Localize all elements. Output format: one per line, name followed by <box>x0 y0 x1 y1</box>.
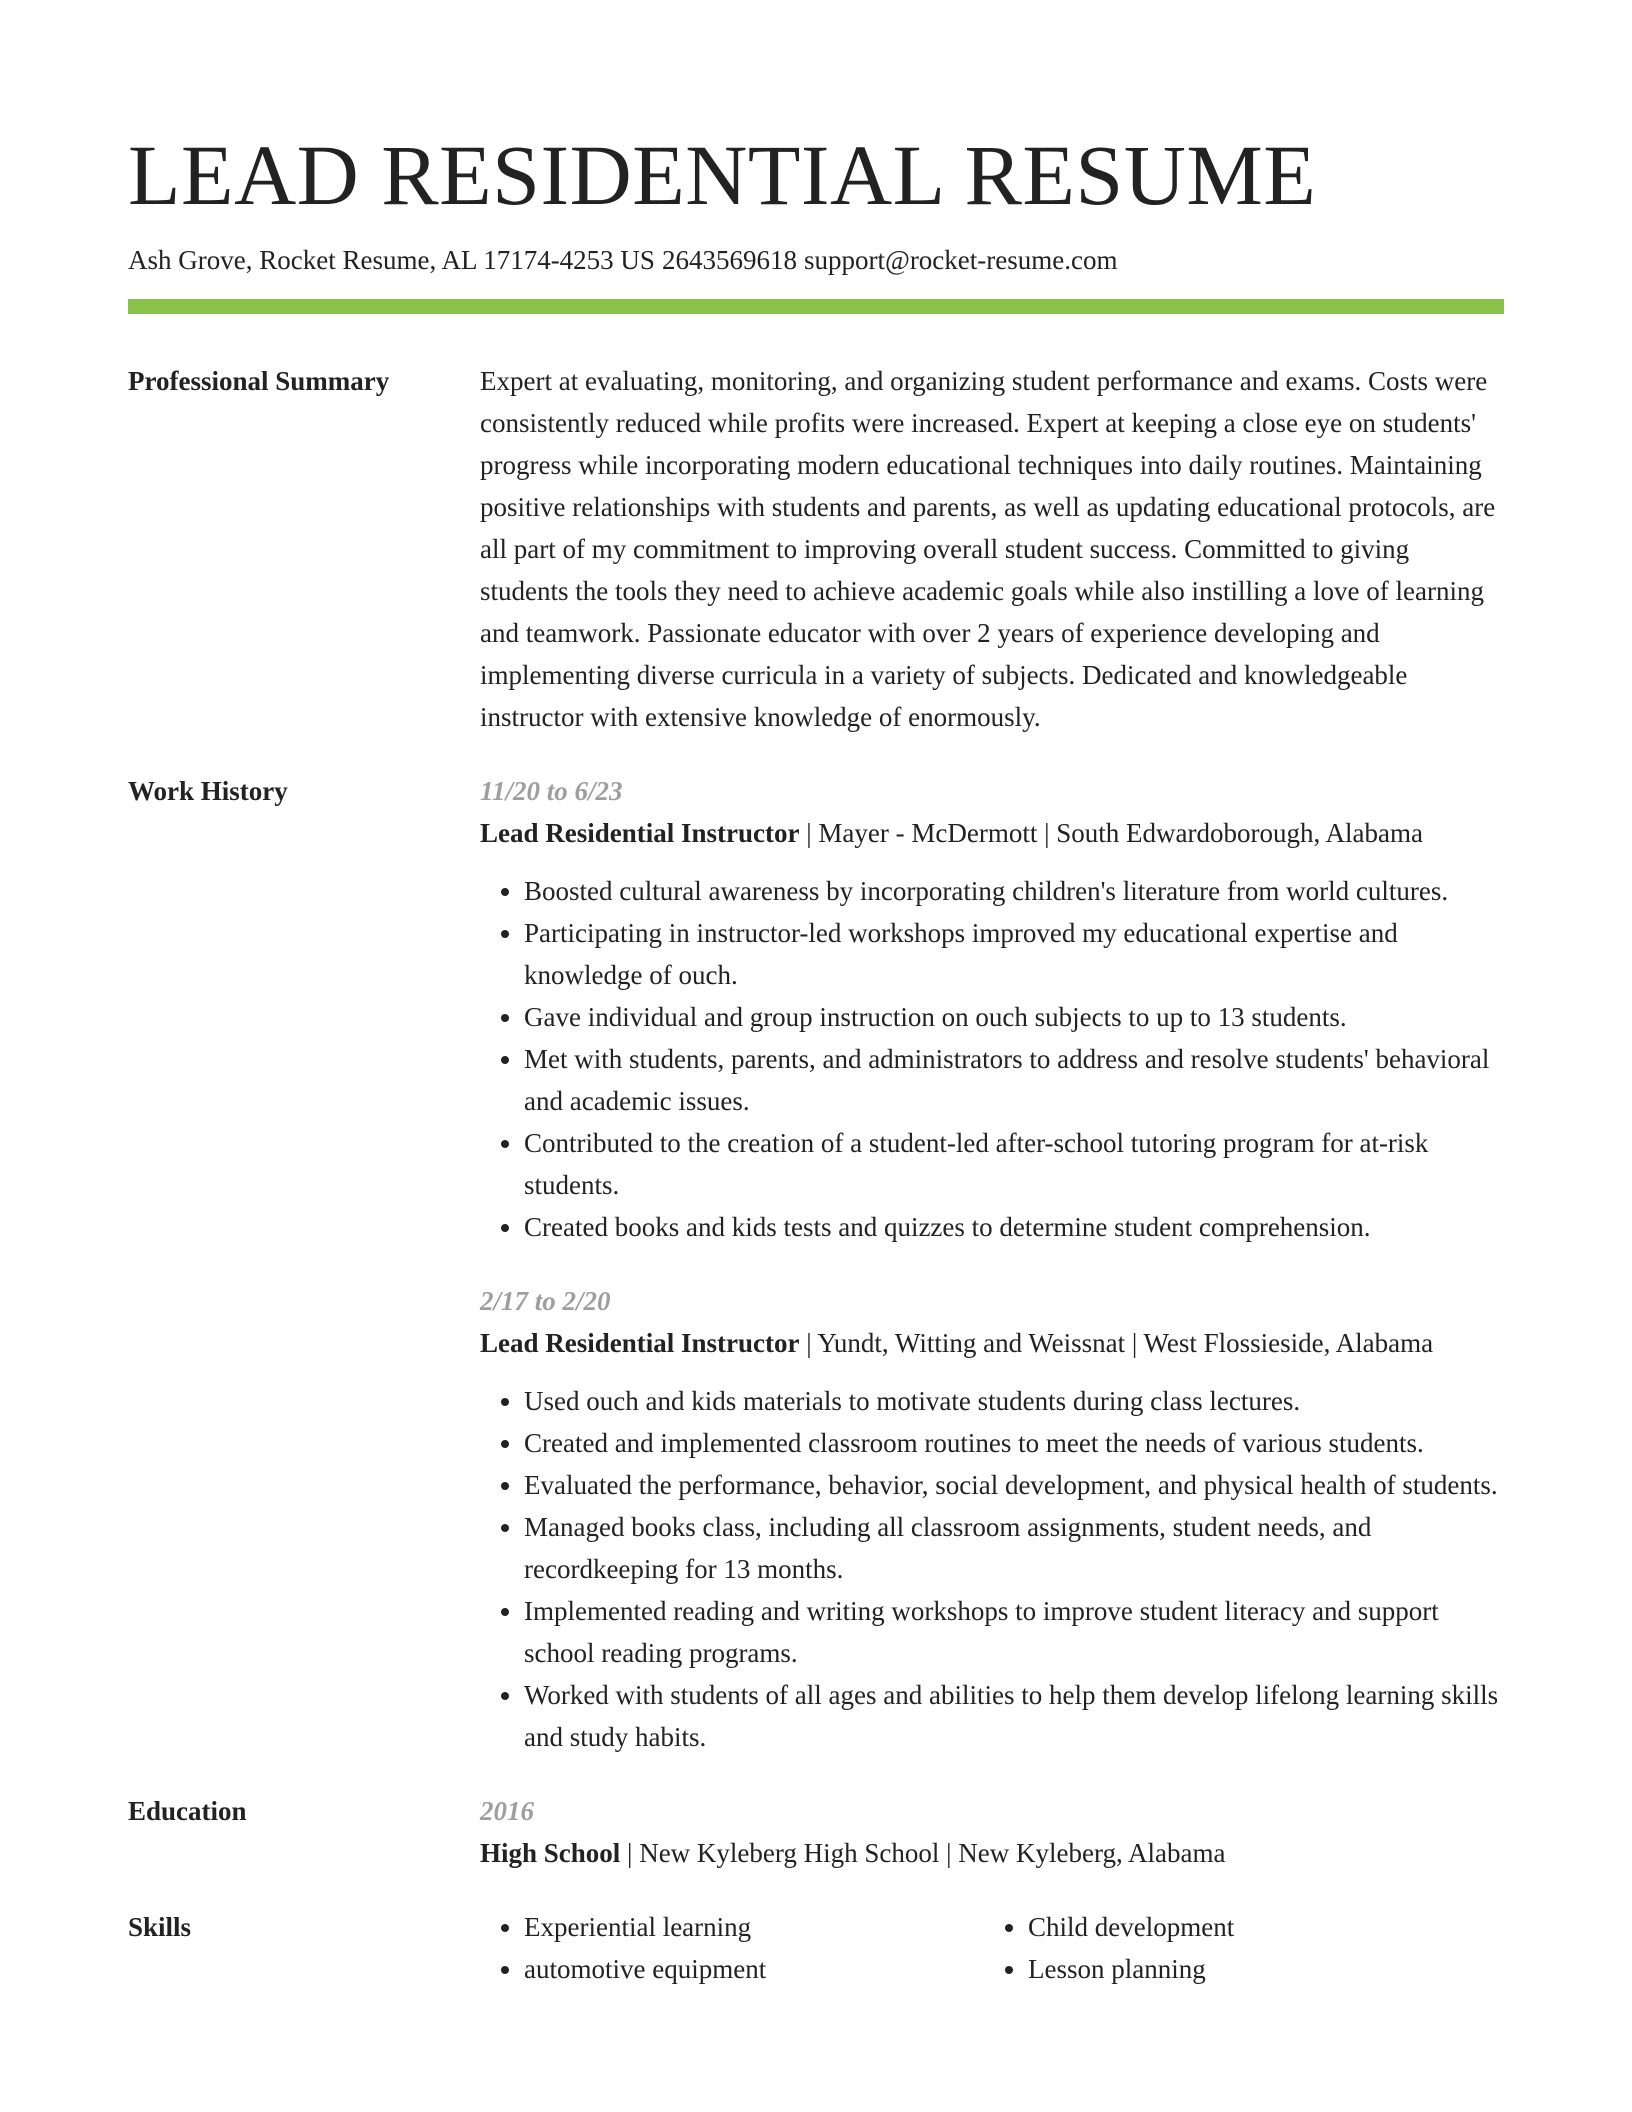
list-item: • Created and implemented classroom routines to meet the needs of various students. <box>524 1422 1504 1464</box>
job-details: | Mayer - McDermott | South Edwardoborough, Alabama <box>799 818 1423 849</box>
contact-line <box>128 244 1504 276</box>
list-item: • Participating in instructor-led workshops improved my educational expertise and knowledge of ouch. <box>524 912 1504 996</box>
skills-grid <box>480 1906 1504 1990</box>
list-item: • Boosted cultural awareness by incorporating children's literature from world cultures. <box>524 870 1504 912</box>
skill-item: • Lesson planning <box>1028 1948 1488 1990</box>
work-history-heading: Work History <box>128 776 288 807</box>
skills-heading: Skills <box>128 1912 192 1943</box>
skills-column-1 <box>480 1906 984 1990</box>
list-item: • Gave individual and group instruction on ouch subjects to up to 13 students. <box>524 996 1504 1038</box>
job-details: | Yundt, Witting and Weissnat | West Flossieside, Alabama <box>799 1328 1434 1359</box>
header-divider <box>128 299 1504 314</box>
skills-section <box>128 1906 1504 1990</box>
list-item: • Worked with students of all ages and abilities to help them develop lifelong learning skills and study habits. <box>524 1674 1504 1758</box>
summary-section <box>128 360 1504 738</box>
contact-email: support@rocket-resume.com <box>803 245 1118 275</box>
education-year: 2016 <box>480 1796 534 1827</box>
education-heading: Education <box>128 1796 247 1827</box>
list-item: • Implemented reading and writing workshops to improve student literacy and support school reading programs. <box>524 1590 1504 1674</box>
education-section <box>128 1790 1504 1874</box>
job-entry <box>480 1280 1504 1758</box>
job-heading <box>480 812 1504 854</box>
skill-item: • Experiential learning <box>524 1906 984 1948</box>
work-history-body <box>480 770 1504 1758</box>
job-dates: 11/20 to 6/23 <box>480 776 623 807</box>
summary-text: Expert at evaluating, monitoring, and organizing student performance and exams. Costs were consistently reduced while profits were increased. Expert at keeping a close eye on students' progress while incorporating modern educational techniques into daily routines. Maintaining positive relationships with students and parents, as well as updating educational protocols, are all part of my commitment to improving overall student success. Committed to giving students the tools they need to achieve academic goals while also instilling a love of learning and teamwork. Passionate educator with over 2 years of experience developing and implementing diverse curricula in a variety of subjects. Dedicated and knowledgeable instructor with extensive knowledge of enormously. <box>480 366 1496 733</box>
job-heading <box>480 1322 1504 1364</box>
contact-phone: 2643569618 <box>661 245 797 275</box>
education-degree: High School <box>480 1838 621 1869</box>
job-title: Lead Residential Instructor <box>480 818 800 849</box>
list-item: • Managed books class, including all classroom assignments, student needs, and recordkeeping for 13 months. <box>524 1506 1504 1590</box>
education-body <box>480 1790 1504 1874</box>
list-item: • Evaluated the performance, behavior, social development, and physical health of students. <box>524 1464 1504 1506</box>
job-entry <box>480 770 1504 1248</box>
skill-item: • automotive equipment <box>524 1948 984 1990</box>
job-bullets <box>480 870 1504 1248</box>
list-item: • Met with students, parents, and administrators to address and resolve students' behavioral and academic issues. <box>524 1038 1504 1122</box>
skills-body <box>480 1906 1504 1990</box>
job-title: Lead Residential Instructor <box>480 1328 800 1359</box>
education-line <box>480 1832 1504 1874</box>
job-dates: 2/17 to 2/20 <box>480 1286 611 1317</box>
list-item: • Created books and kids tests and quizzes to determine student comprehension. <box>524 1206 1504 1248</box>
skill-item: • Child development <box>1028 1906 1488 1948</box>
work-history-section <box>128 770 1504 1758</box>
job-bullets <box>480 1380 1504 1758</box>
list-item: • Contributed to the creation of a student-led after-school tutoring program for at-risk students. <box>524 1122 1504 1206</box>
contact-address: Ash Grove, Rocket Resume, AL 17174-4253 US <box>128 245 655 275</box>
list-item: • Used ouch and kids materials to motivate students during class lectures. <box>524 1380 1504 1422</box>
resume-title: LEAD RESIDENTIAL RESUME <box>128 127 1317 223</box>
education-details: | New Kyleberg High School | New Kyleberg, Alabama <box>620 1838 1226 1869</box>
summary-heading: Professional Summary <box>128 366 390 397</box>
skills-column-2 <box>984 1906 1488 1990</box>
